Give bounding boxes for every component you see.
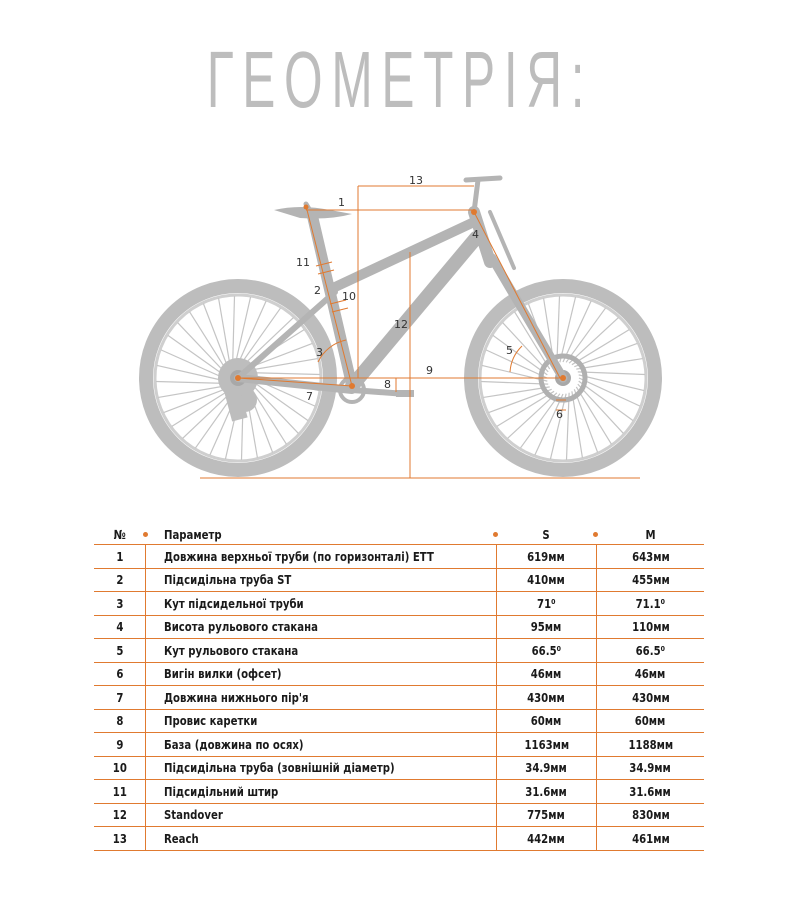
bike-geometry-diagram — [0, 160, 800, 500]
table-row — [94, 709, 704, 733]
row-size-s: 442мм — [496, 827, 596, 851]
label-13: 13 — [409, 174, 423, 187]
row-size-m: 34.9мм — [596, 756, 704, 780]
row-size-m: 60мм — [596, 709, 704, 733]
row-size-s: 775мм — [496, 803, 596, 827]
table-row — [94, 568, 704, 592]
table-row — [94, 756, 704, 780]
row-number: 4 — [94, 615, 146, 639]
row-param: Вигін вилки (офсет) — [146, 662, 496, 686]
row-size-m: 643мм — [596, 545, 704, 569]
header-size-m: M — [596, 525, 704, 545]
table-row — [94, 803, 704, 827]
row-size-s: 1163мм — [496, 733, 596, 757]
row-number: 8 — [94, 709, 146, 733]
row-size-s: 430мм — [496, 686, 596, 710]
label-11: 11 — [296, 256, 310, 269]
table-row — [94, 639, 704, 663]
row-size-m: 461мм — [596, 827, 704, 851]
row-param: Провис каретки — [146, 709, 496, 733]
row-number: 2 — [94, 568, 146, 592]
label-4: 4 — [472, 228, 479, 241]
table-row — [94, 662, 704, 686]
row-param: Підсидільна труба ST — [146, 568, 496, 592]
table-header-row — [94, 525, 704, 545]
table-row — [94, 686, 704, 710]
row-param: Кут підсидельної труби — [146, 592, 496, 616]
table-row — [94, 545, 704, 569]
row-number: 5 — [94, 639, 146, 663]
table-row — [94, 780, 704, 804]
row-number: 10 — [94, 756, 146, 780]
label-12: 12 — [394, 318, 408, 331]
row-number: 3 — [94, 592, 146, 616]
row-size-m: 46мм — [596, 662, 704, 686]
row-size-s: 619мм — [496, 545, 596, 569]
table-body — [94, 545, 704, 851]
label-2: 2 — [314, 284, 321, 297]
label-7: 7 — [306, 390, 313, 403]
row-number: 6 — [94, 662, 146, 686]
row-param: Підсидільний штир — [146, 780, 496, 804]
row-size-s: 66.5⁰ — [496, 639, 596, 663]
label-8: 8 — [384, 378, 391, 391]
row-param: Підсидільна труба (зовнішній діаметр) — [146, 756, 496, 780]
row-param: Standover — [146, 803, 496, 827]
row-param: База (довжина по осях) — [146, 733, 496, 757]
row-size-s: 71⁰ — [496, 592, 596, 616]
row-size-s: 34.9мм — [496, 756, 596, 780]
table-row — [94, 827, 704, 851]
row-size-m: 830мм — [596, 803, 704, 827]
row-size-s: 95мм — [496, 615, 596, 639]
header-num: № — [94, 525, 146, 545]
header-size-s: S — [496, 525, 596, 545]
row-param: Кут рульового стакана — [146, 639, 496, 663]
row-size-m: 71.1⁰ — [596, 592, 704, 616]
row-size-s: 46мм — [496, 662, 596, 686]
row-number: 12 — [94, 803, 146, 827]
header-param: Параметр — [146, 525, 496, 545]
row-number: 11 — [94, 780, 146, 804]
row-size-s: 410мм — [496, 568, 596, 592]
label-6: 6 — [556, 408, 563, 421]
row-size-m: 66.5⁰ — [596, 639, 704, 663]
label-10: 10 — [342, 290, 356, 303]
row-size-m: 1188мм — [596, 733, 704, 757]
page-title: ГЕОМЕТРІЯ: — [206, 35, 594, 124]
row-number: 1 — [94, 545, 146, 569]
row-param: Довжина верхньої труби (по горизонталі) ETT — [146, 545, 496, 569]
row-size-m: 455мм — [596, 568, 704, 592]
label-1: 1 — [338, 196, 345, 209]
row-size-s: 60мм — [496, 709, 596, 733]
row-number: 9 — [94, 733, 146, 757]
geometry-table — [94, 525, 704, 851]
table-row — [94, 733, 704, 757]
row-size-m: 430мм — [596, 686, 704, 710]
label-5: 5 — [506, 344, 513, 357]
row-size-m: 110мм — [596, 615, 704, 639]
row-number: 7 — [94, 686, 146, 710]
row-number: 13 — [94, 827, 146, 851]
row-param: Висота рульового стакана — [146, 615, 496, 639]
label-3: 3 — [316, 346, 323, 359]
table-row — [94, 592, 704, 616]
row-param: Довжина нижнього пір'я — [146, 686, 496, 710]
label-9: 9 — [426, 364, 433, 377]
row-param: Reach — [146, 827, 496, 851]
table-row — [94, 615, 704, 639]
row-size-s: 31.6мм — [496, 780, 596, 804]
row-size-m: 31.6мм — [596, 780, 704, 804]
